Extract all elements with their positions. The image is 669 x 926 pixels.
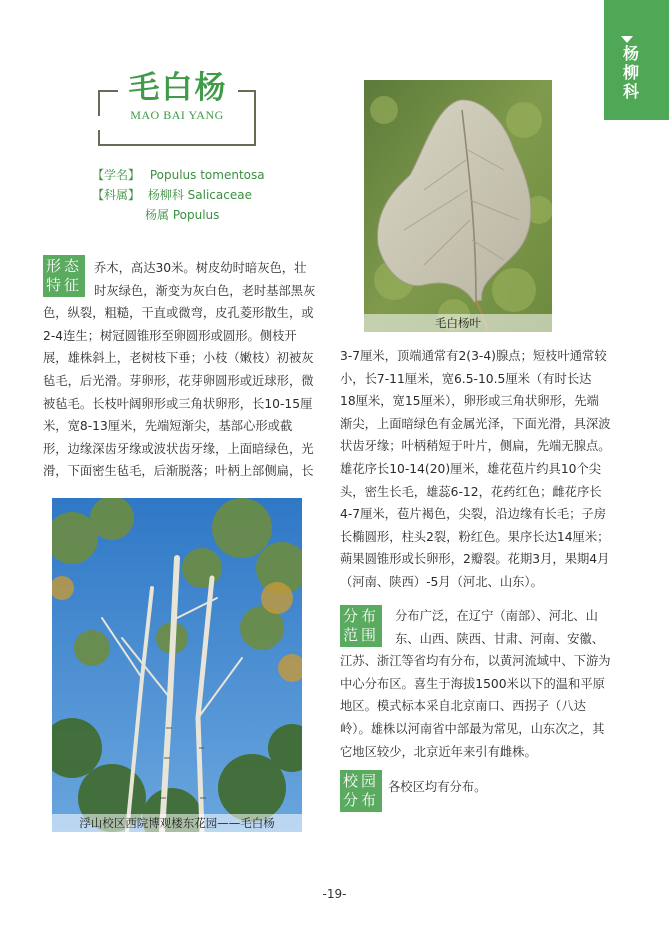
morphology-text-right: 3-7厘米，顶端通常有2(3-4)腺点；短枝叶通常较 小，长7-11厘米，宽6.5-10.5厘米（有时长达 18厘米，宽15厘米），卵形或三角状卵形，先端 渐尖，上面暗绿色有金属光泽，下面光滑，具深波 状齿牙缘；叶柄稍短于叶片，侧扁，先端无腺点。 雄花序长10-14(20)厘米，雄花苞片约具10个尖 头，密生长毛，雄蕊6-12，花药红色；雌花序长 4-7厘米，苞片褐色，尖裂，沿边缘有长毛；子房 长椭圆形，柱头2裂，粉红色。果序长达14厘米； 蒴果圆锥形或长卵形，2瓣裂。花期3月，果期4月 （河南、陕西）-5月（河北、山东）。 bbox=[340, 349, 611, 589]
tree-image bbox=[52, 498, 302, 832]
tree-photo-caption: 浮山校区西院博观楼东花园——毛白杨 bbox=[52, 814, 302, 832]
morphology-text-left: 乔木，高达30米。树皮幼时暗灰色，壮 时灰绿色，渐变为灰白色，老时基部黑灰 色，纵裂，粗糙，干直或微弯，皮孔菱形散生，或 2-4连生；树冠圆锥形至卵圆形或圆形。侧枝开 展，雄株斜上，老树枝下垂；小枝（嫩枝）初被灰 毡毛，后光滑。芽卵形，花芽卵圆形或近球形，微 被毡毛。长枝叶阔卵形或三角状卵形，长10-15厘 米，宽8-13厘米，先端短渐尖，基部心形或截 形，边缘深齿牙缘或波状齿牙缘，上面暗绿色，光 滑，下面密生毡毛，后渐脱落；叶柄上部侧扁，长 bbox=[43, 261, 316, 479]
genus-value: 杨属 Populus bbox=[145, 208, 220, 222]
leaf-image bbox=[364, 80, 552, 332]
leaf-photo-caption: 毛白杨叶 bbox=[364, 314, 552, 332]
family-value: 杨柳科 Salicaceae bbox=[147, 188, 252, 202]
campus-text: 各校区均有分布。 bbox=[388, 780, 487, 794]
page-title-pinyin: MAO BAI YANG bbox=[130, 108, 224, 122]
section-label-campus: 校园 分布 bbox=[340, 770, 382, 812]
genus-row bbox=[145, 205, 219, 225]
section-label-morphology: 形态 特征 bbox=[43, 255, 85, 297]
family-tab bbox=[604, 0, 669, 120]
page-title: 毛白杨 bbox=[128, 70, 228, 106]
scientific-name-row bbox=[92, 165, 265, 185]
family-label: 【科属】 bbox=[92, 188, 141, 202]
scientific-name-label: 【学名】 bbox=[92, 168, 141, 182]
section-label-distribution: 分布 范围 bbox=[340, 605, 382, 647]
family-tab-label: 杨柳科 bbox=[622, 44, 639, 101]
family-row bbox=[92, 185, 252, 205]
tree-photo bbox=[52, 498, 302, 832]
title-block bbox=[98, 68, 256, 148]
scientific-name-value: Populus tomentosa bbox=[149, 168, 265, 182]
triangle-down-icon bbox=[621, 36, 633, 43]
page-number: -19- bbox=[322, 887, 347, 901]
leaf-photo bbox=[364, 80, 552, 332]
distribution-text: 分布广泛，在辽宁（南部）、河北、山 东、山西、陕西、甘肃、河南、安徽、 江苏、浙江等省均有分布，以黄河流域中、下游为 中心分布区。喜生于海拔1500米以下的温和平原 地区。模式标本采自北京南口、西拐子（八达 岭）。雄株以河南省中部最为常见，山东次之，其 它地区较少，北京近年来引有雌株。 bbox=[340, 609, 611, 759]
